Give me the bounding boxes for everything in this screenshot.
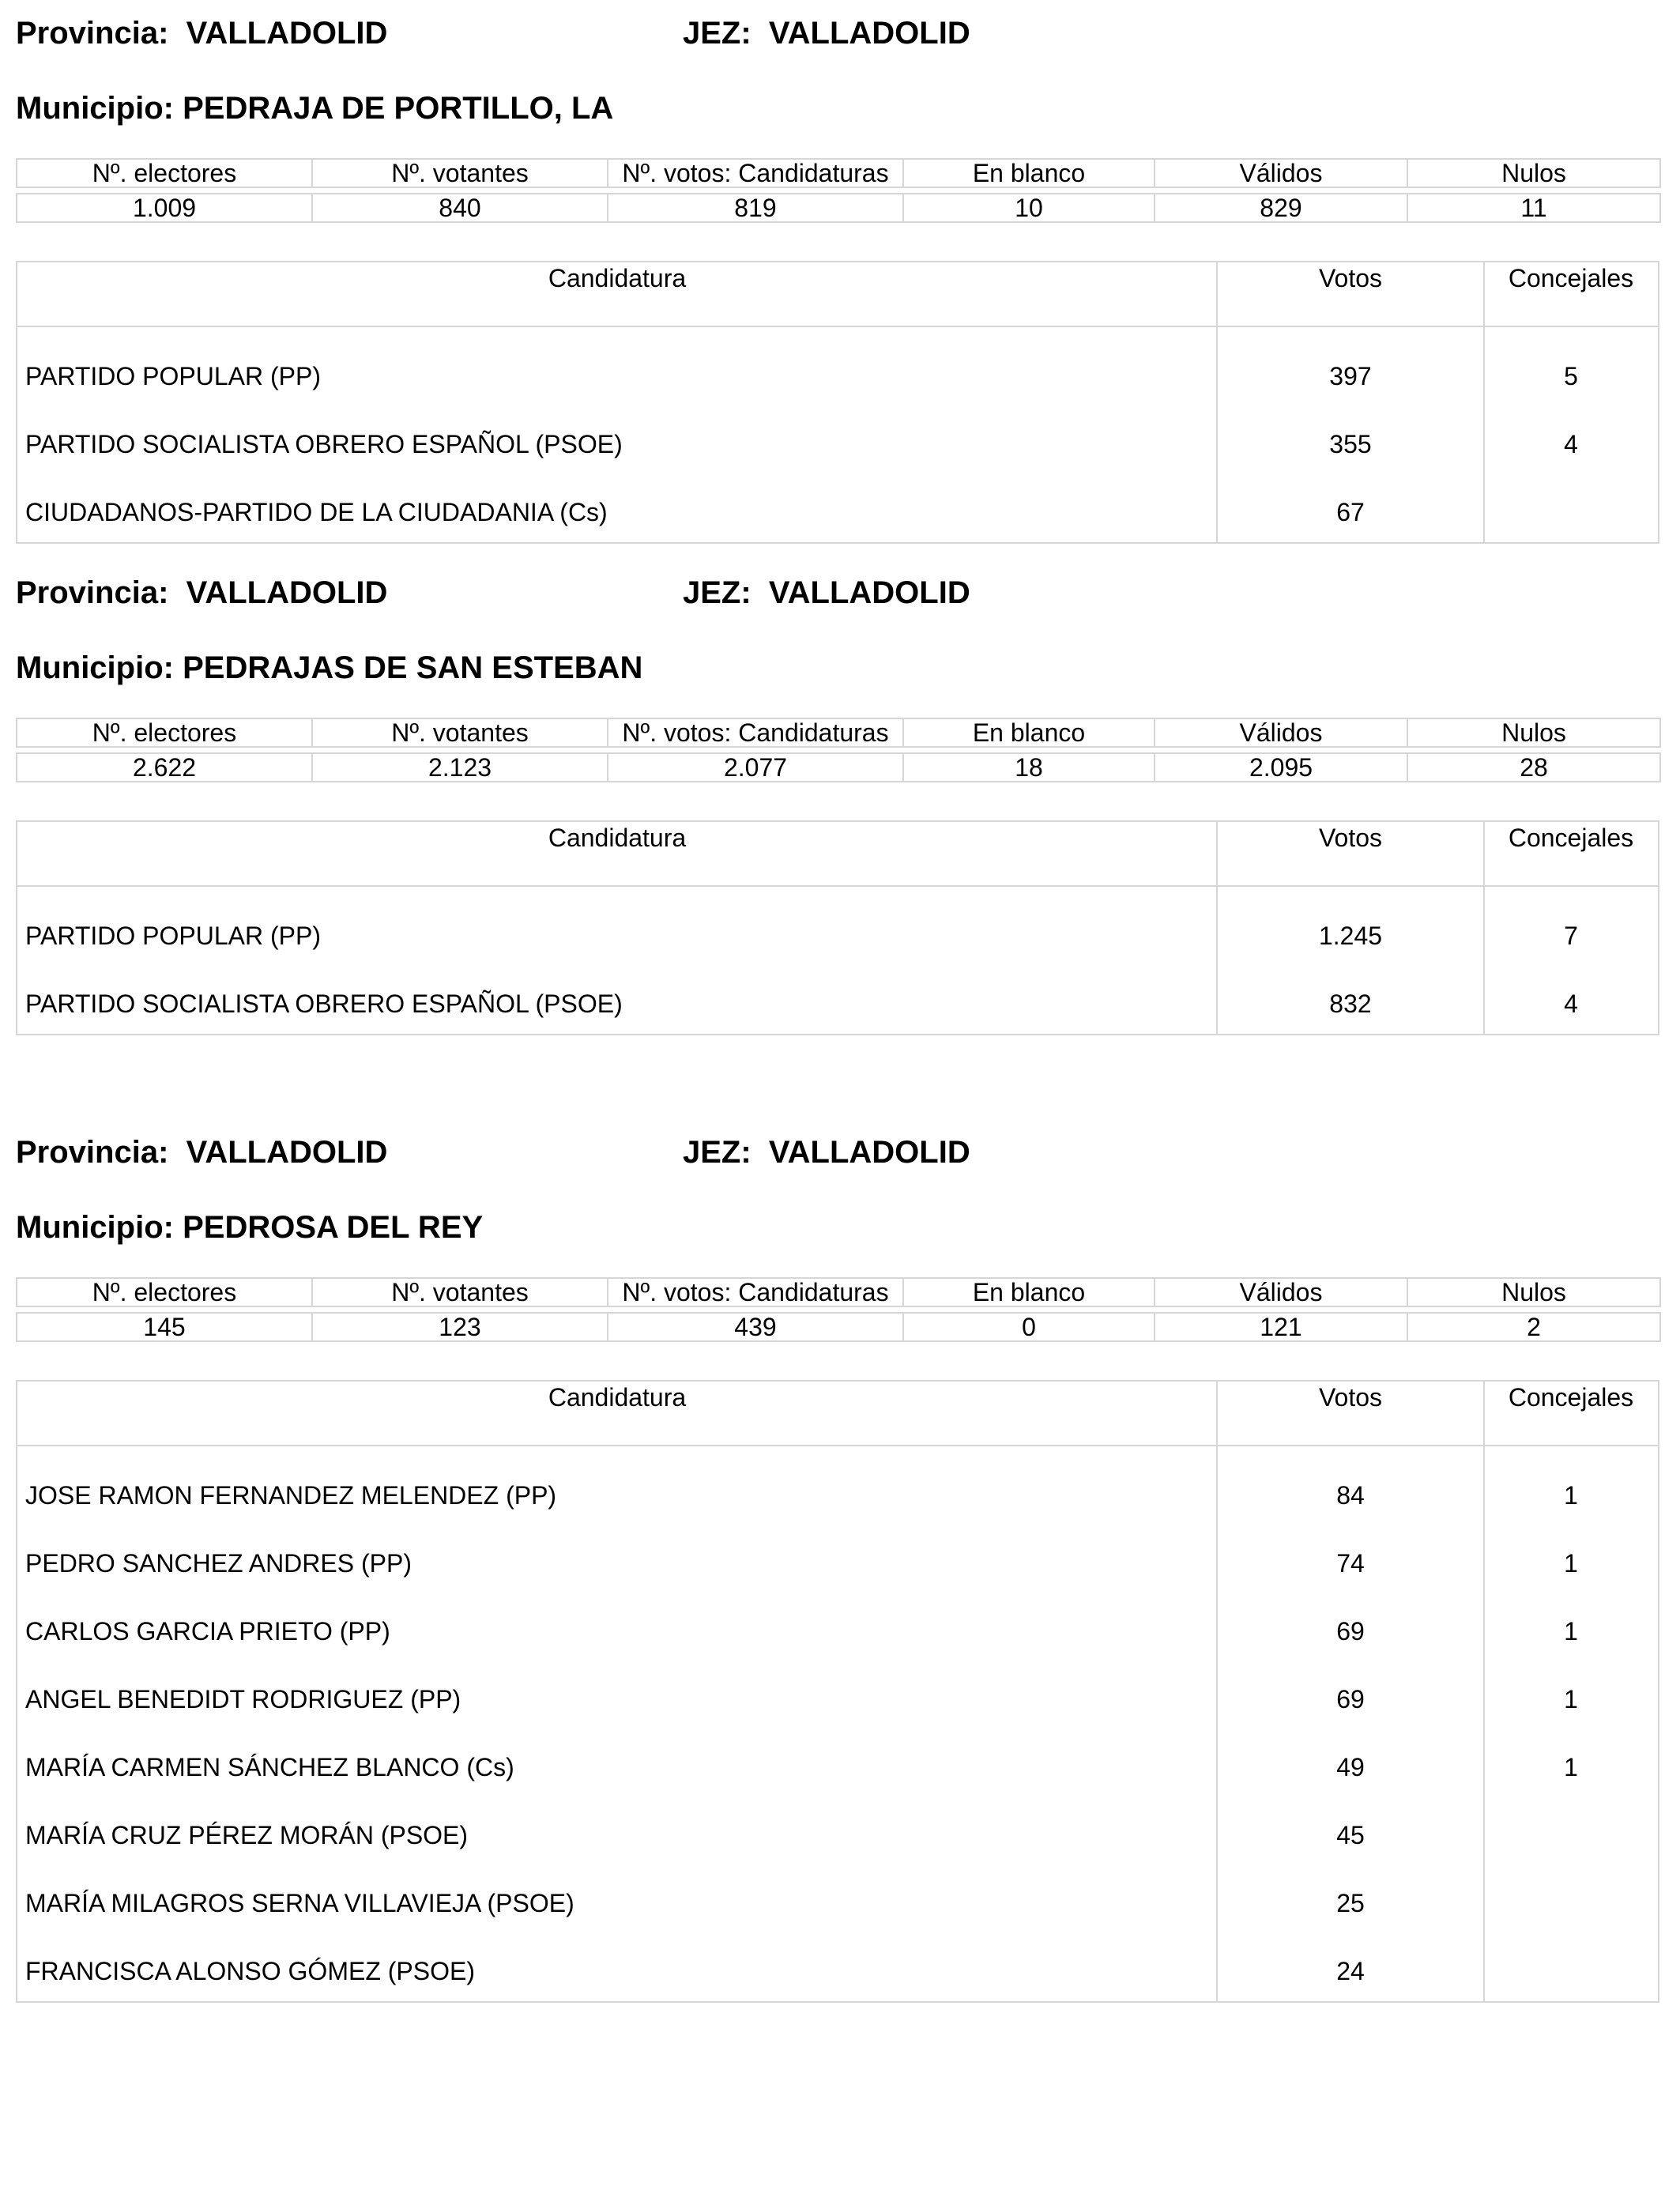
candidatura-name: PARTIDO SOCIALISTA OBRERO ESPAÑOL (PSOE)	[25, 430, 623, 458]
municipio-value: PEDRAJAS DE SAN ESTEBAN	[183, 650, 643, 685]
jez-value: VALLADOLID	[768, 575, 970, 610]
provincia-label: Provincia:	[16, 16, 169, 51]
value-votos-candidaturas: 439	[608, 1313, 903, 1341]
summary-gap	[17, 747, 1660, 753]
header-votantes: Nº. votantes	[312, 718, 608, 747]
candidaturas-body	[17, 887, 1658, 1034]
municipio-label: Municipio:	[16, 91, 174, 126]
header-candidatura: Candidatura	[548, 824, 687, 852]
municipio-title	[16, 1210, 483, 1246]
candidatura-name: MARÍA CARMEN SÁNCHEZ BLANCO (Cs)	[25, 1753, 514, 1781]
header-validos: Válidos	[1155, 718, 1407, 747]
candidatura-votos: 45	[1336, 1821, 1365, 1849]
candidatura-votos: 49	[1336, 1753, 1365, 1781]
summary-header-row	[17, 718, 1660, 747]
candidatura-votos: 355	[1329, 430, 1372, 458]
header-votos-candidaturas: Nº. votos: Candidaturas	[608, 1278, 903, 1306]
table-row	[17, 1661, 1658, 1729]
table-row	[17, 406, 1658, 474]
value-validos: 121	[1155, 1313, 1407, 1341]
table-row	[17, 1933, 1658, 2001]
candidatura-name: JOSE RAMON FERNANDEZ MELENDEZ (PP)	[25, 1481, 557, 1510]
value-votantes: 840	[312, 194, 608, 222]
section-header	[16, 1135, 1659, 1174]
candidatura-votos: 24	[1336, 1957, 1365, 1985]
candidaturas-header	[17, 822, 1658, 887]
jez-line	[683, 1135, 970, 1171]
value-votos-candidaturas: 819	[608, 194, 903, 222]
value-votantes: 123	[312, 1313, 608, 1341]
header-electores: Nº. electores	[17, 1278, 312, 1306]
value-nulos: 2	[1407, 1313, 1660, 1341]
candidatura-name: CARLOS GARCIA PRIETO (PP)	[25, 1617, 390, 1646]
header-votos-candidaturas: Nº. votos: Candidaturas	[608, 718, 903, 747]
candidatura-votos: 25	[1336, 1889, 1365, 1917]
provincia-label: Provincia:	[16, 575, 169, 610]
candidaturas-body	[17, 1446, 1658, 2001]
section-header	[16, 16, 1659, 55]
jez-label: JEZ:	[683, 575, 751, 610]
header-concejales: Concejales	[1508, 1383, 1634, 1412]
municipio-label: Municipio:	[16, 1210, 174, 1245]
value-votantes: 2.123	[312, 753, 608, 782]
header-validos: Válidos	[1155, 159, 1407, 187]
candidatura-concejales: 4	[1564, 990, 1578, 1018]
header-votantes: Nº. votantes	[312, 159, 608, 187]
header-votos: Votos	[1318, 264, 1383, 292]
header-nulos: Nulos	[1407, 718, 1660, 747]
header-votantes: Nº. votantes	[312, 1278, 608, 1306]
candidatura-votos: 69	[1336, 1617, 1365, 1646]
table-row	[17, 474, 1658, 542]
candidaturas-header	[17, 262, 1658, 327]
summary-values-row	[17, 194, 1660, 222]
header-candidatura: Candidatura	[548, 1383, 687, 1412]
candidatura-concejales: 1	[1564, 1549, 1578, 1578]
jez-value: VALLADOLID	[768, 1135, 970, 1170]
value-en-blanco: 0	[903, 1313, 1155, 1341]
candidatura-votos: 832	[1329, 990, 1372, 1018]
value-nulos: 28	[1407, 753, 1660, 782]
municipio-value: PEDROSA DEL REY	[183, 1210, 484, 1245]
header-nulos: Nulos	[1407, 1278, 1660, 1306]
jez-line	[683, 575, 970, 611]
provincia-line	[16, 1135, 387, 1171]
value-electores: 145	[17, 1313, 312, 1341]
table-row	[17, 1457, 1658, 1525]
candidatura-votos: 84	[1336, 1481, 1365, 1510]
table-row	[17, 1797, 1658, 1865]
summary-values-row	[17, 753, 1660, 782]
candidatura-name: PARTIDO SOCIALISTA OBRERO ESPAÑOL (PSOE)	[25, 990, 623, 1018]
candidatura-votos: 74	[1336, 1549, 1365, 1578]
summary-table	[16, 158, 1661, 223]
provincia-value: VALLADOLID	[186, 575, 388, 610]
municipio-value: PEDRAJA DE PORTILLO, LA	[183, 91, 614, 126]
candidaturas-table	[16, 1380, 1659, 2003]
header-electores: Nº. electores	[17, 718, 312, 747]
candidatura-concejales: 7	[1564, 922, 1578, 950]
candidatura-name: PEDRO SANCHEZ ANDRES (PP)	[25, 1549, 412, 1578]
header-votos: Votos	[1318, 824, 1383, 852]
value-nulos: 11	[1407, 194, 1660, 222]
candidatura-name: CIUDADANOS-PARTIDO DE LA CIUDADANIA (Cs)	[25, 498, 608, 526]
jez-line	[683, 16, 970, 51]
candidatura-name: PARTIDO POPULAR (PP)	[25, 362, 321, 390]
candidatura-votos: 69	[1336, 1685, 1365, 1713]
value-validos: 829	[1155, 194, 1407, 222]
candidaturas-table	[16, 820, 1659, 1035]
summary-gap	[17, 1306, 1660, 1313]
candidatura-name: FRANCISCA ALONSO GÓMEZ (PSOE)	[25, 1957, 475, 1985]
candidatura-concejales: 1	[1564, 1617, 1578, 1646]
header-en-blanco: En blanco	[903, 1278, 1155, 1306]
candidaturas-header	[17, 1382, 1658, 1446]
header-concejales: Concejales	[1508, 264, 1634, 292]
table-row	[17, 1525, 1658, 1593]
header-votos-candidaturas: Nº. votos: Candidaturas	[608, 159, 903, 187]
candidatura-name: PARTIDO POPULAR (PP)	[25, 922, 321, 950]
candidatura-votos: 1.245	[1318, 922, 1383, 950]
value-en-blanco: 10	[903, 194, 1155, 222]
summary-header-row	[17, 1278, 1660, 1306]
header-concejales: Concejales	[1508, 824, 1634, 852]
value-en-blanco: 18	[903, 753, 1155, 782]
header-validos: Válidos	[1155, 1278, 1407, 1306]
jez-value: VALLADOLID	[768, 16, 970, 51]
header-electores: Nº. electores	[17, 159, 312, 187]
candidatura-name: ANGEL BENEDIDT RODRIGUEZ (PP)	[25, 1685, 461, 1713]
summary-gap	[17, 187, 1660, 194]
provincia-line	[16, 575, 387, 611]
candidaturas-body	[17, 327, 1658, 542]
candidatura-name: MARÍA MILAGROS SERNA VILLAVIEJA (PSOE)	[25, 1889, 574, 1917]
summary-values-row	[17, 1313, 1660, 1341]
candidatura-votos: 397	[1329, 362, 1372, 390]
candidatura-concejales: 1	[1564, 1481, 1578, 1510]
provincia-label: Provincia:	[16, 1135, 169, 1170]
table-row	[17, 1729, 1658, 1797]
municipio-title	[16, 650, 642, 686]
candidatura-concejales: 5	[1564, 362, 1578, 390]
provincia-value: VALLADOLID	[186, 16, 388, 51]
summary-table	[16, 1277, 1661, 1342]
candidatura-concejales: 4	[1564, 430, 1578, 458]
table-row	[17, 966, 1658, 1034]
candidatura-votos: 67	[1336, 498, 1365, 526]
header-nulos: Nulos	[1407, 159, 1660, 187]
candidatura-concejales: 1	[1564, 1685, 1578, 1713]
header-candidatura: Candidatura	[548, 264, 687, 292]
header-votos: Votos	[1318, 1383, 1383, 1412]
jez-label: JEZ:	[683, 1135, 751, 1170]
section-header	[16, 575, 1659, 615]
header-en-blanco: En blanco	[903, 718, 1155, 747]
table-row	[17, 1593, 1658, 1661]
candidatura-concejales: 1	[1564, 1753, 1578, 1781]
value-electores: 2.622	[17, 753, 312, 782]
table-row	[17, 898, 1658, 966]
candidatura-name: MARÍA CRUZ PÉREZ MORÁN (PSOE)	[25, 1821, 469, 1849]
value-electores: 1.009	[17, 194, 312, 222]
jez-label: JEZ:	[683, 16, 751, 51]
header-en-blanco: En blanco	[903, 159, 1155, 187]
table-row	[17, 338, 1658, 406]
value-validos: 2.095	[1155, 753, 1407, 782]
municipio-label: Municipio:	[16, 650, 174, 685]
provincia-value: VALLADOLID	[186, 1135, 388, 1170]
table-row	[17, 1865, 1658, 1933]
value-votos-candidaturas: 2.077	[608, 753, 903, 782]
candidaturas-table	[16, 261, 1659, 544]
summary-header-row	[17, 159, 1660, 187]
summary-table	[16, 718, 1661, 782]
provincia-line	[16, 16, 387, 51]
municipio-title	[16, 91, 613, 126]
